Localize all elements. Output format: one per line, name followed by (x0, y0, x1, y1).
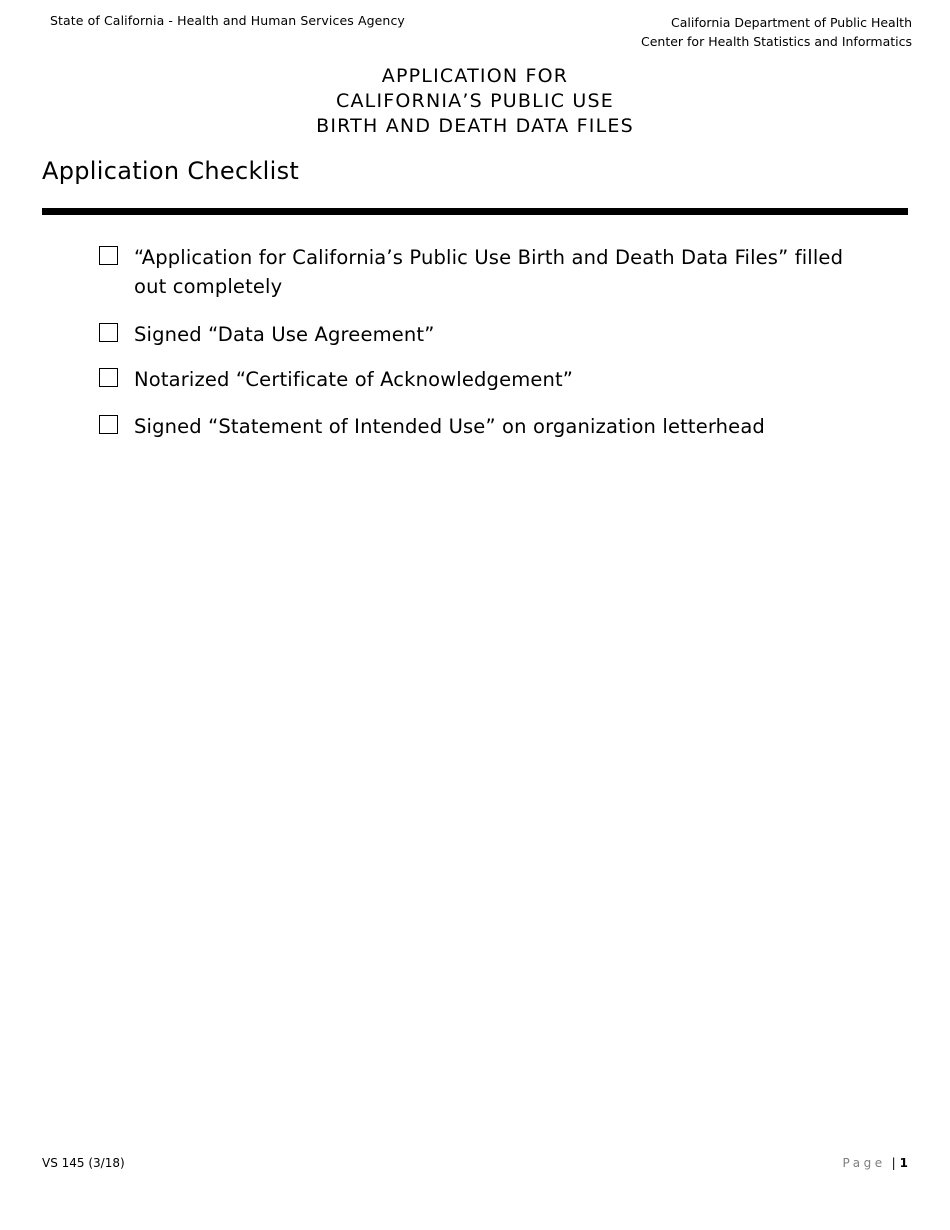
title-line-1: APPLICATION FOR (381, 65, 569, 87)
document-title (0, 64, 950, 139)
checkbox-data-use-agreement[interactable] (99, 323, 118, 342)
checklist-label: Signed “Data Use Agreement” (134, 323, 435, 346)
section-divider (42, 208, 908, 215)
checklist-item-data-use-agreement (99, 320, 879, 349)
checklist-label: Signed “Statement of Intended Use” on organization letterhead (134, 415, 765, 438)
checklist-item-certificate (99, 365, 879, 394)
checklist-label: Notarized “Certificate of Acknowledgement” (134, 368, 574, 391)
checkbox-certificate[interactable] (99, 368, 118, 387)
form-identifier: VS 145 (3/18) (42, 1156, 125, 1170)
title-line-3: BIRTH AND DEATH DATA FILES (316, 115, 634, 137)
checklist-label: “Application for California’s Public Use Birth and Death Data Files” filled out completely (134, 246, 844, 298)
checklist-item-application (99, 243, 879, 301)
section-title: Application Checklist (42, 157, 300, 185)
checkbox-application[interactable] (99, 246, 118, 265)
header-department (641, 13, 912, 51)
checklist-item-statement (99, 412, 879, 441)
page-number: 1 (899, 1156, 908, 1170)
header-center-name: Center for Health Statistics and Informatics (640, 34, 912, 49)
title-line-2: CALIFORNIA’S PUBLIC USE (336, 90, 614, 112)
checkbox-statement[interactable] (99, 415, 118, 434)
header-agency: State of California - Health and Human Services Agency (50, 13, 405, 28)
header-department-name: California Department of Public Health (671, 15, 912, 30)
page-separator: | (891, 1156, 896, 1170)
page-indicator (843, 1156, 908, 1170)
page-word: Page (842, 1156, 886, 1170)
